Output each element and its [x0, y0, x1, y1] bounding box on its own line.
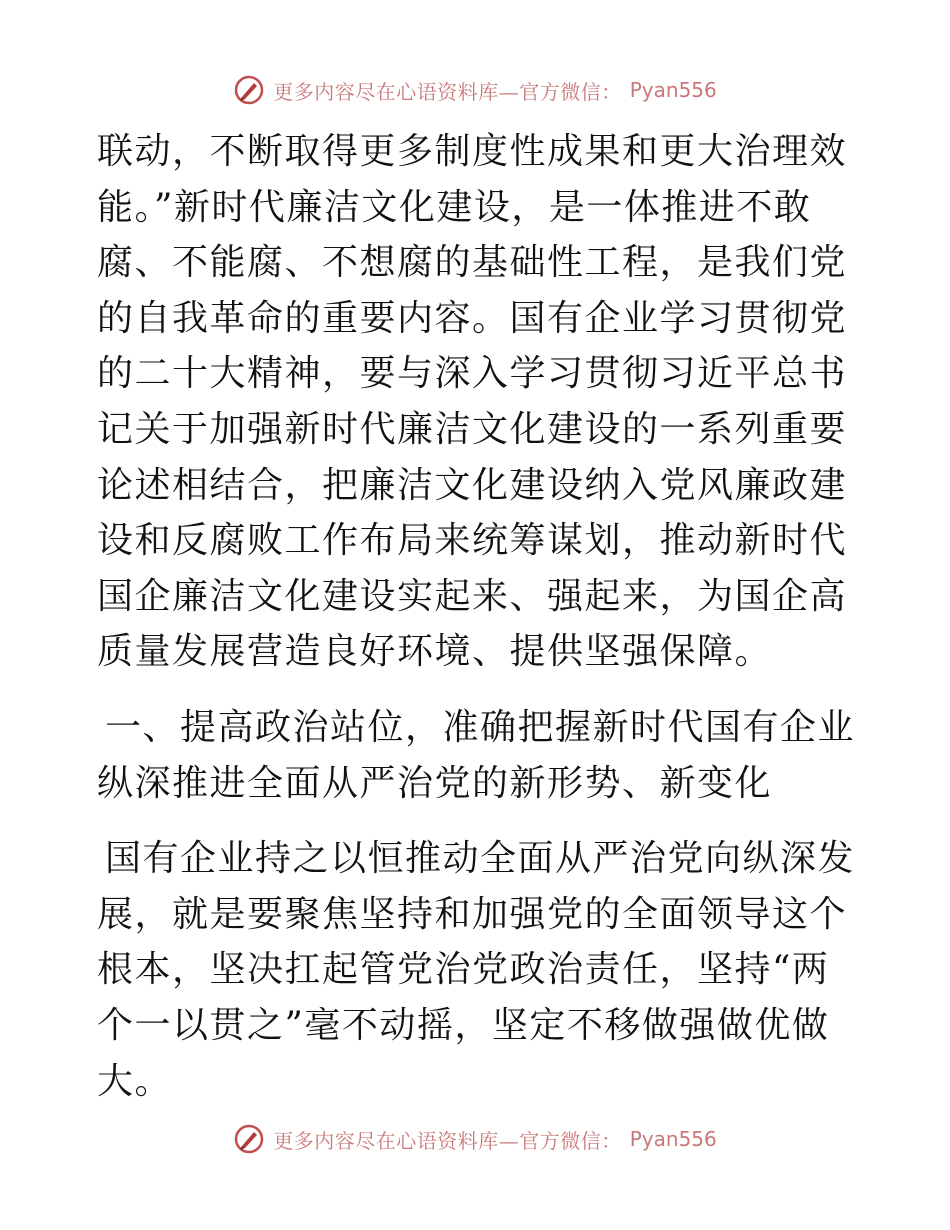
body-paragraph-1: 联动，不断取得更多制度性成果和更大治理效能。”新时代廉洁文化建设，是一体推进不敢腐、不能腐、不想腐的基础性工程，是我们党的自我革命的重要内容。国有企业学习贯彻党的二十大精神，要与深入学习贯彻习近平总书记关于加强新时代廉洁文化建设的一系列重要论述相结合，把廉洁文化建设纳入党风廉政建设和反腐败工作布局来统筹谋划，推动新时代国企廉洁文化建设实起来、强起来，为国企高质量发展营造良好环境、提供坚强保障。 [97, 131, 848, 673]
header-promo-text: 更多内容尽在心语资料库—官方微信： [273, 79, 622, 104]
body-paragraph-2: 国有企业持之以恒推动全面从严治党向纵深发展，就是要聚焦坚持和加强党的全面领导这个根本，坚决扛起管党治党政治责任，坚持“两个一以贯之”毫不动摇，坚定不移做强做优做大。 [97, 838, 856, 1102]
footer-wechat-id: Pyan556 [629, 1127, 717, 1151]
header-banner [0, 70, 950, 110]
section-heading-1: 一、提高政治站位，准确把握新时代国有企业纵深推进全面从严治党的新形势、新变化 [97, 706, 856, 804]
document-body [97, 124, 857, 1109]
footer-banner [0, 1119, 950, 1159]
pen-logo-icon [233, 74, 265, 106]
pen-logo-icon [233, 1123, 265, 1155]
footer-promo-text: 更多内容尽在心语资料库—官方微信： [273, 1128, 622, 1153]
header-wechat-id: Pyan556 [629, 78, 717, 102]
